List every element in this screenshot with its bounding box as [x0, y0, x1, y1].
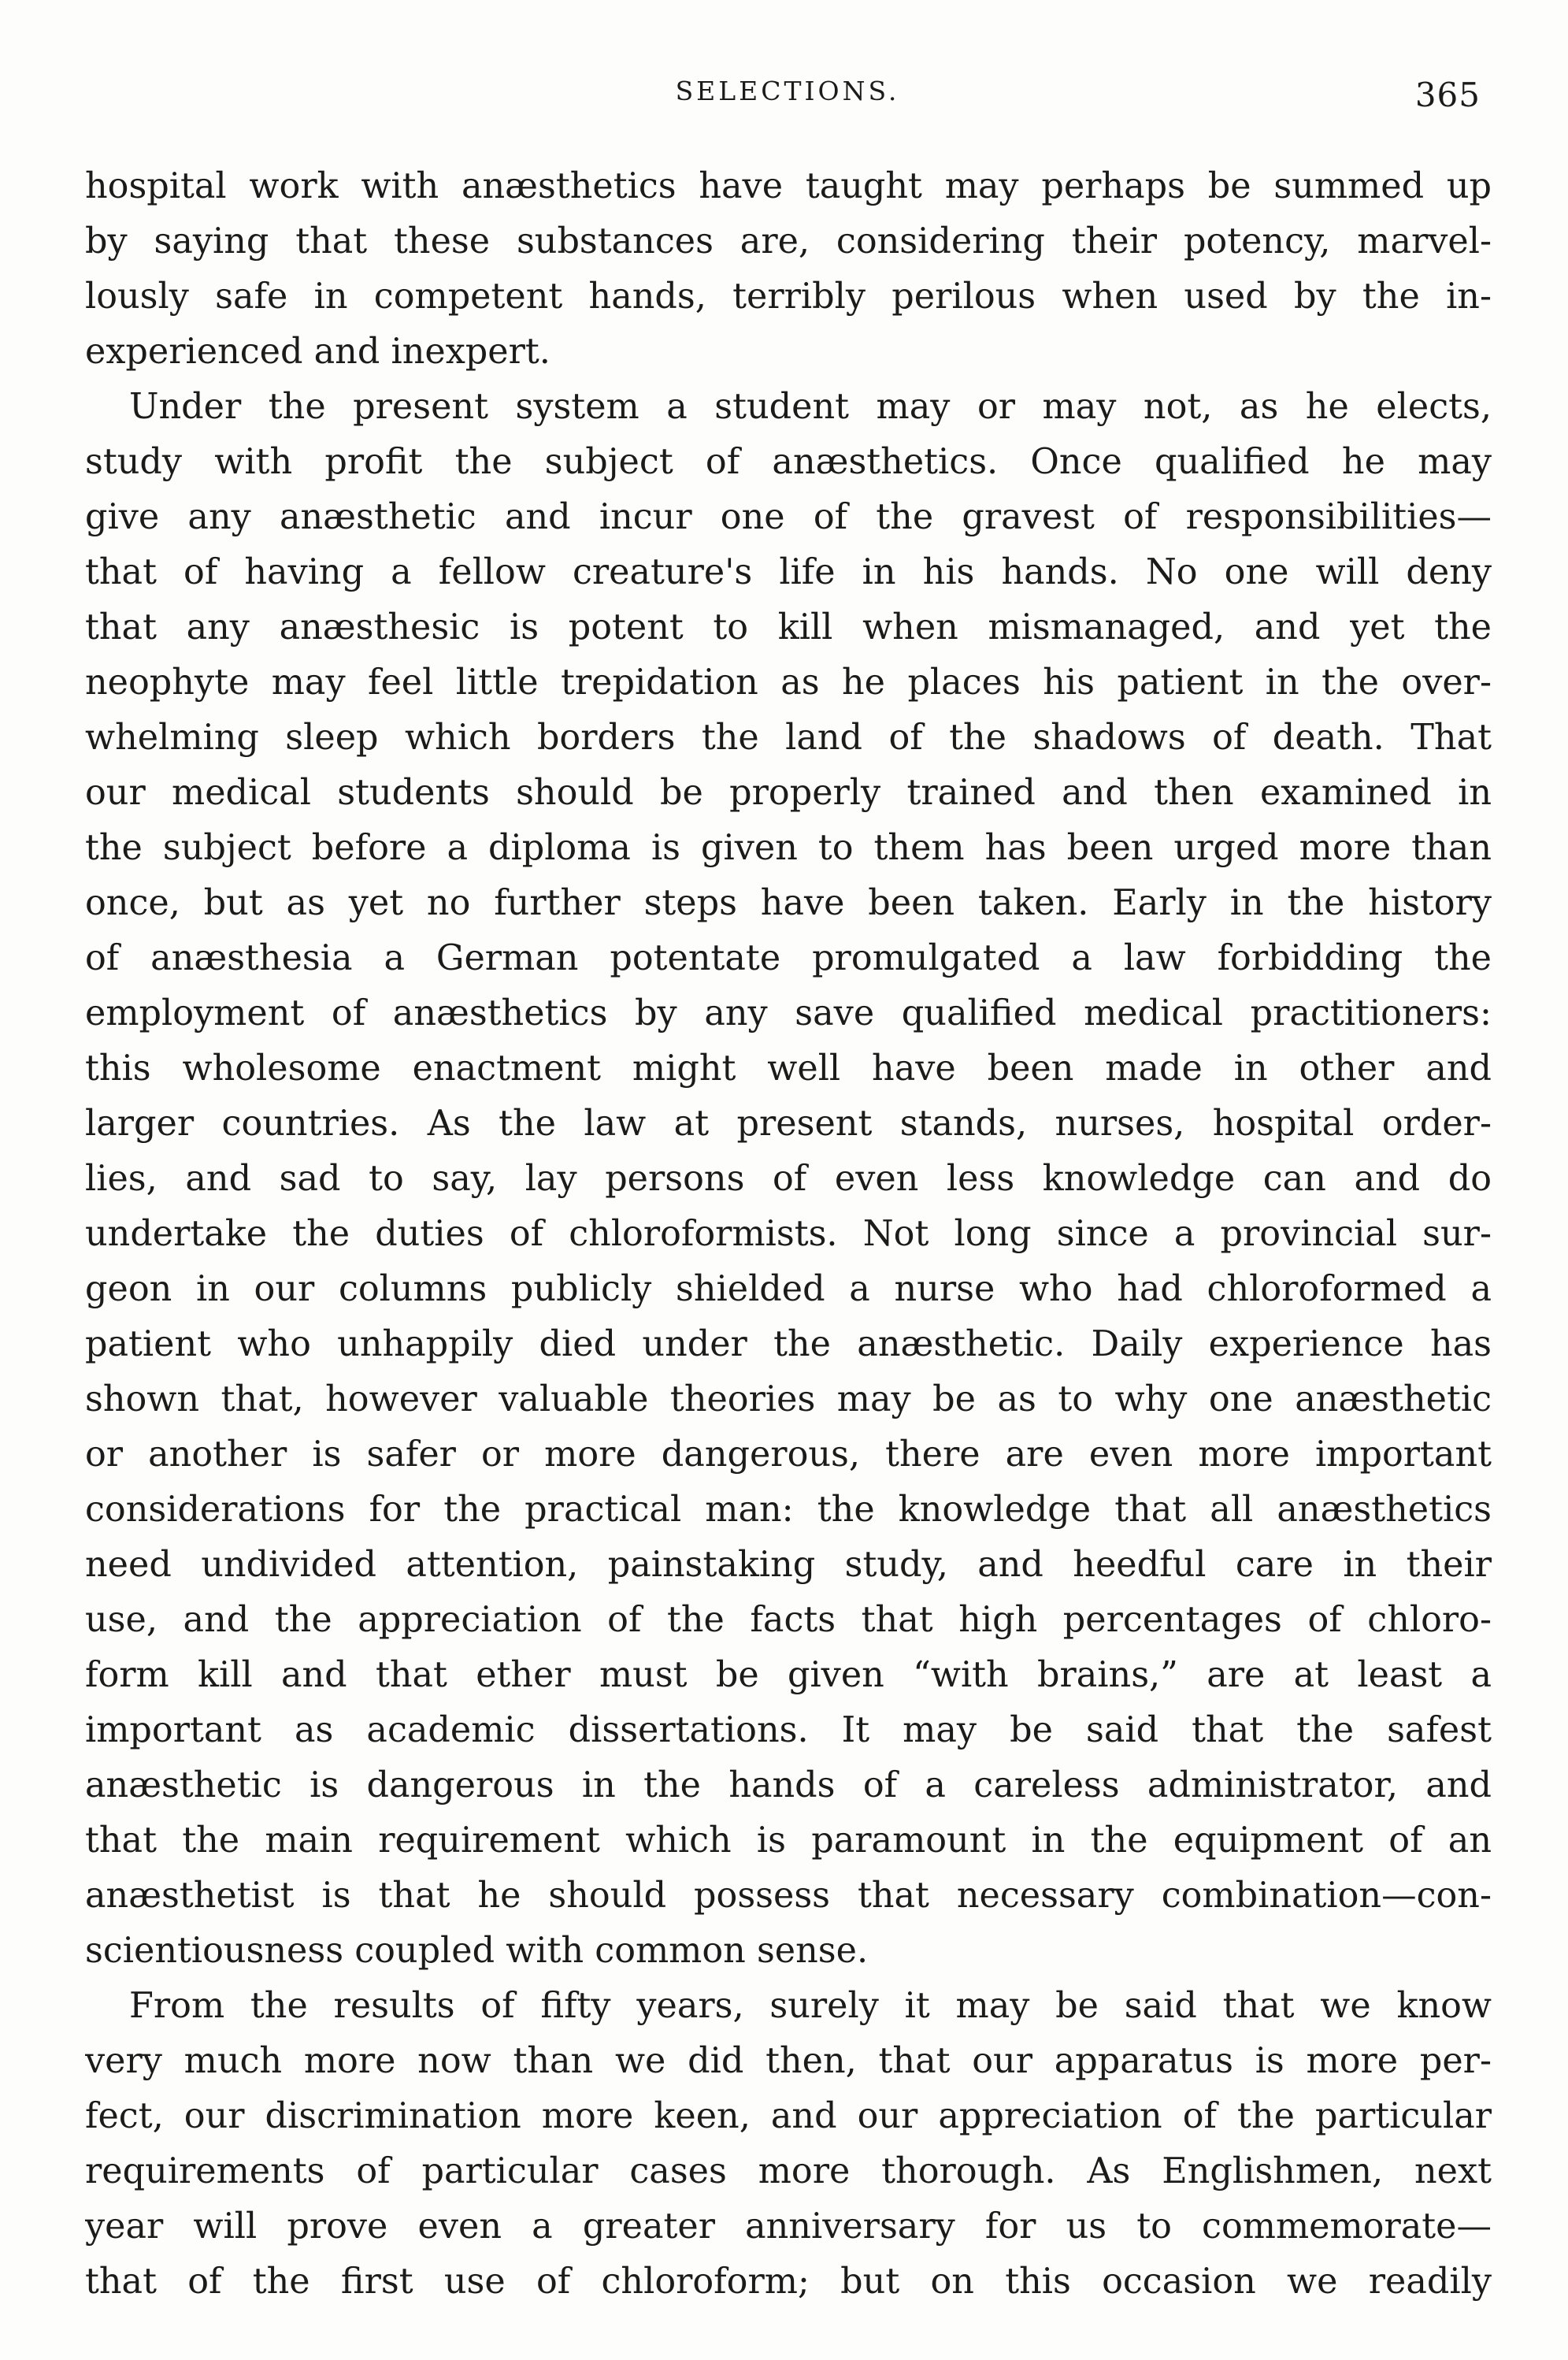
text-line: this wholesome enactment might well have been made in other and: [85, 1048, 1492, 1089]
text-line: lies, and sad to say, lay persons of even less knowledge can and do: [85, 1159, 1492, 1199]
text-line: experienced and inexpert.: [85, 332, 550, 372]
text-line: by saying that these substances are, considering their potency, marvel-: [85, 221, 1492, 262]
text-line: employment of anæsthetics by any save qualified medical practitioners:: [85, 993, 1492, 1033]
text-line: requirements of particular cases more thorough. As Englishmen, next: [85, 2151, 1492, 2191]
text-line: scientiousness coupled with common sense.: [85, 1931, 869, 1971]
text-line: geon in our columns publicly shielded a nurse who had chloroformed a: [85, 1269, 1492, 1309]
text-line: anæsthetist is that he should possess that necessary combination—con-: [85, 1876, 1492, 1916]
text-line: larger countries. As the law at present stands, nurses, hospital order-: [85, 1104, 1492, 1144]
text-line: year will prove even a greater anniversary for us to commemorate—: [85, 2206, 1492, 2247]
text-line: that the main requirement which is paramount in the equipment of an: [85, 1820, 1492, 1861]
text-line: use, and the appreciation of the facts that high percentages of chloro-: [85, 1600, 1492, 1640]
text-line: the subject before a diploma is given to them has been urged more than: [85, 828, 1492, 868]
running-head: SELECTIONS.: [675, 76, 900, 106]
text-line: From the results of fifty years, surely it may be said that we know: [129, 1986, 1492, 2026]
text-line: lously safe in competent hands, terribly perilous when used by the in-: [85, 276, 1492, 317]
text-line: need undivided attention, painstaking study, and heedful care in their: [85, 1545, 1492, 1585]
text-line: or another is safer or more dangerous, there are even more important: [85, 1434, 1492, 1475]
text-line: that of the first use of chloroform; but on this occasion we readily: [85, 2262, 1492, 2302]
text-line: whelming sleep which borders the land of the shadows of death. That: [85, 718, 1492, 758]
text-line: Under the present system a student may or may not, as he elects,: [129, 387, 1492, 427]
text-line: shown that, however valuable theories may be as to why one anæsthetic: [85, 1379, 1492, 1419]
body-text: [85, 159, 1492, 2310]
text-line: of anæsthesia a German potentate promulgated a law forbidding the: [85, 938, 1492, 978]
text-line: very much more now than we did then, that our apparatus is more per-: [85, 2041, 1492, 2081]
text-line: considerations for the practical man: the knowledge that all anæsthetics: [85, 1490, 1492, 1530]
text-line: form kill and that ether must be given “with brains,” are at least a: [85, 1655, 1492, 1695]
text-line: anæsthetic is dangerous in the hands of a careless administrator, and: [85, 1765, 1492, 1805]
text-line: that any anæsthesic is potent to kill when mismanaged, and yet the: [85, 607, 1492, 648]
text-line: study with profit the subject of anæsthetics. Once qualified he may: [85, 442, 1492, 482]
text-line: undertake the duties of chloroformists. Not long since a provincial sur-: [85, 1214, 1492, 1254]
text-line: fect, our discrimination more keen, and our appreciation of the particular: [85, 2096, 1492, 2136]
text-line: our medical students should be properly trained and then examined in: [85, 773, 1492, 813]
text-line: give any anæsthetic and incur one of the gravest of responsibilities—: [85, 497, 1492, 537]
text-line: that of having a fellow creature's life in his hands. No one will deny: [85, 552, 1492, 592]
text-line: neophyte may feel little trepidation as he places his patient in the over-: [85, 662, 1492, 703]
text-line: once, but as yet no further steps have been taken. Early in the history: [85, 883, 1492, 923]
page-number: 365: [1414, 76, 1481, 114]
text-line: patient who unhappily died under the anæsthetic. Daily experience has: [85, 1324, 1492, 1364]
text-line: hospital work with anæsthetics have taught may perhaps be summed up: [85, 166, 1492, 206]
page-header: [95, 76, 1481, 123]
text-line: important as academic dissertations. It may be said that the safest: [85, 1710, 1492, 1750]
